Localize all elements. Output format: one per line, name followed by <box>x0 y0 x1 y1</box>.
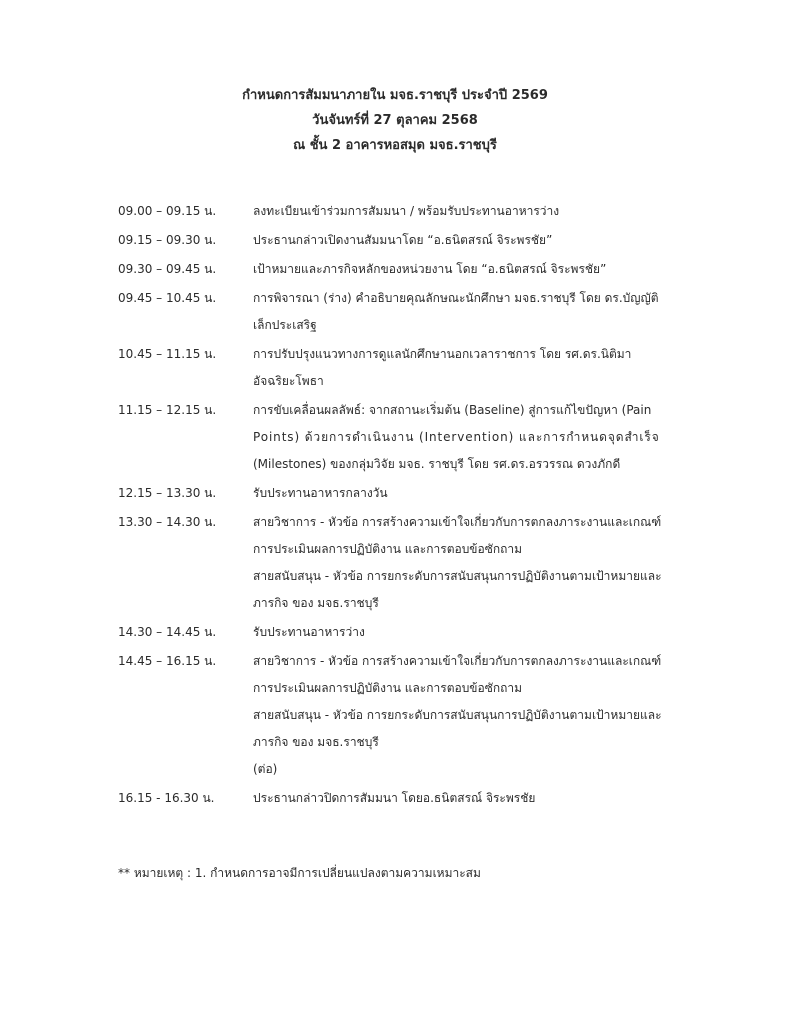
schedule-line: การพิจารณา (ร่าง) คำอธิบายคุณลักษณะนักศึกษา มจธ.ราชบุรี โดย ดร.บัญญัติ <box>253 291 659 305</box>
schedule-row <box>118 397 683 478</box>
schedule-line: ภารกิจ ของ มจธ.ราชบุรี <box>253 735 379 749</box>
schedule-description <box>253 285 683 339</box>
schedule-time: 13.30 – 14.30 น. <box>118 515 217 529</box>
schedule-description <box>253 648 683 783</box>
schedule-line: อัจฉริยะโพธา <box>253 374 324 388</box>
schedule-line: การประเมินผลการปฏิบัติงาน และการตอบข้อซักถาม <box>253 542 523 556</box>
schedule-time: 10.45 – 11.15 น. <box>118 347 217 361</box>
schedule-time: 16.15 - 16.30 น. <box>118 791 215 805</box>
schedule-time: 14.45 – 16.15 น. <box>118 654 217 668</box>
schedule-row <box>118 285 683 339</box>
schedule-row <box>118 227 683 254</box>
schedule-row <box>118 198 683 225</box>
document-title: กำหนดการสัมมนาภายใน มจธ.ราชบุรี ประจำปี 2569 <box>242 88 548 103</box>
schedule-row <box>118 509 683 617</box>
event-date: วันจันทร์ที่ 27 ตุลาคม 2568 <box>312 113 478 128</box>
schedule-line: สายสนับสนุน - หัวข้อ การยกระดับการสนับสนุนการปฏิบัติงานตามเป้าหมายและ <box>253 569 662 583</box>
schedule-line: เป้าหมายและภารกิจหลักของหน่วยงาน โดย “อ.ธนิตสรณ์ จิระพรชัย” <box>253 262 607 276</box>
schedule-table <box>118 198 683 814</box>
schedule-row <box>118 256 683 283</box>
schedule-line: ลงทะเบียนเข้าร่วมการสัมมนา / พร้อมรับประทานอาหารว่าง <box>253 204 560 218</box>
schedule-time: 09.30 – 09.45 น. <box>118 262 217 276</box>
schedule-line: การประเมินผลการปฏิบัติงาน และการตอบข้อซักถาม <box>253 681 523 695</box>
schedule-description <box>253 341 683 395</box>
schedule-line: สายสนับสนุน - หัวข้อ การยกระดับการสนับสนุนการปฏิบัติงานตามเป้าหมายและ <box>253 708 662 722</box>
schedule-description <box>253 198 683 225</box>
document-header <box>0 83 790 158</box>
schedule-line: (ต่อ) <box>253 762 278 776</box>
schedule-time: 09.45 – 10.45 น. <box>118 291 217 305</box>
schedule-line: (Milestones) ของกลุ่มวิจัย มจธ. ราชบุรี โดย รศ.ดร.อรวรรณ ดวงภักดี <box>253 457 621 471</box>
event-venue: ณ ชั้น 2 อาคารหอสมุด มจธ.ราชบุรี <box>293 138 497 153</box>
schedule-line: การขับเคลื่อนผลลัพธ์: จากสถานะเริ่มต้น (Baseline) สู่การแก้ไขปัญหา (Pain <box>253 403 652 417</box>
schedule-row <box>118 648 683 783</box>
schedule-description <box>253 256 683 283</box>
schedule-row <box>118 480 683 507</box>
footnote: ** หมายเหตุ : 1. กำหนดการอาจมีการเปลี่ยนแปลงตามความเหมาะสม <box>118 866 481 880</box>
schedule-line: รับประทานอาหารกลางวัน <box>253 486 388 500</box>
schedule-line: ภารกิจ ของ มจธ.ราชบุรี <box>253 596 379 610</box>
schedule-time: 09.00 – 09.15 น. <box>118 204 217 218</box>
schedule-line: สายวิชาการ - หัวข้อ การสร้างความเข้าใจเกี่ยวกับการตกลงภาระงานและเกณฑ์ <box>253 654 662 668</box>
schedule-line: เล็กประเสริฐ <box>253 318 317 332</box>
schedule-time: 14.30 – 14.45 น. <box>118 625 217 639</box>
schedule-time: 09.15 – 09.30 น. <box>118 233 217 247</box>
schedule-row <box>118 785 683 812</box>
schedule-time: 12.15 – 13.30 น. <box>118 486 217 500</box>
schedule-line: การปรับปรุงแนวทางการดูแลนักศึกษานอกเวลาราชการ โดย รศ.ดร.นิติมา <box>253 347 632 361</box>
schedule-line: ประธานกล่าวปิดการสัมมนา โดยอ.ธนิตสรณ์ จิระพรชัย <box>253 791 536 805</box>
schedule-description <box>253 785 683 812</box>
schedule-description <box>253 480 683 507</box>
schedule-description <box>253 397 683 478</box>
schedule-line: สายวิชาการ - หัวข้อ การสร้างความเข้าใจเกี่ยวกับการตกลงภาระงานและเกณฑ์ <box>253 515 662 529</box>
schedule-description <box>253 509 683 617</box>
schedule-description <box>253 619 683 646</box>
schedule-line: Points) ด้วยการดำเนินงาน (Intervention) และการกำหนดจุดสำเร็จ <box>253 430 660 444</box>
schedule-line: ประธานกล่าวเปิดงานสัมมนาโดย “อ.ธนิตสรณ์ จิระพรชัย” <box>253 233 553 247</box>
schedule-row <box>118 341 683 395</box>
schedule-line: รับประทานอาหารว่าง <box>253 625 365 639</box>
schedule-time: 11.15 – 12.15 น. <box>118 403 217 417</box>
schedule-row <box>118 619 683 646</box>
schedule-description <box>253 227 683 254</box>
